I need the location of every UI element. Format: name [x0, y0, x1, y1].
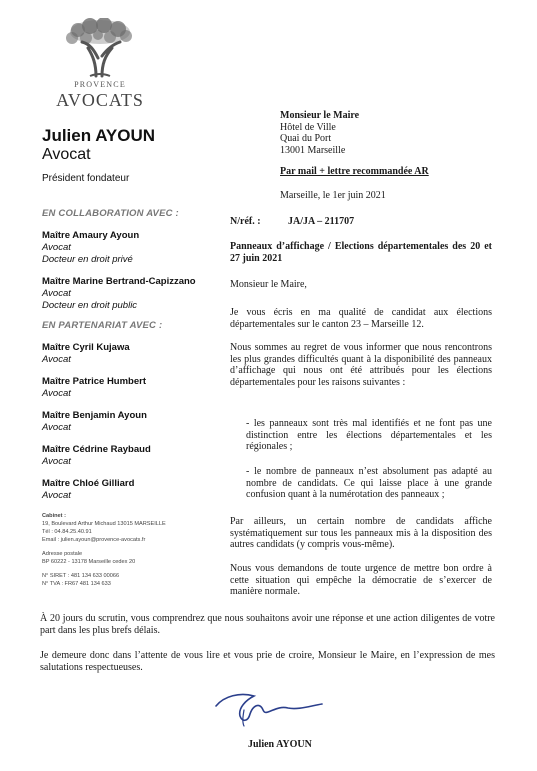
paragraph: Je vous écris en ma qualité de candidat aux élections départementales sur le canton 23 – Marseille 12. [230, 307, 492, 330]
cabinet-block [42, 512, 222, 588]
paragraph: À 20 jours du scrutin, vous comprendrez que nous souhaitons avoir une réponse et une action diligentes de votre part dans les plus brefs délais. [40, 613, 495, 636]
partner-role: Avocat [42, 422, 71, 433]
collaboration-heading: EN COLLABORATION AVEC : [42, 208, 179, 219]
bullet-item: - le nombre de panneaux n’est absolument pas adapté au nombre de candidats. Ce qui laisse place à une grande confusion quant à la numérotation des panneaux ; [246, 466, 492, 501]
lawyer-name: Julien AYOUN [42, 126, 156, 145]
collaborator-extra: Docteur en droit public [42, 300, 138, 311]
partner-name: Maître Patrice Humbert [42, 376, 147, 387]
recipient-line: Hôtel de Ville [280, 121, 336, 133]
partner-role: Avocat [42, 354, 71, 365]
partner-role: Avocat [42, 388, 71, 399]
paragraph: Nous vous demandons de toute urgence de mettre bon ordre à cette situation qui empêche la démocratie de s’exercer de manière normale. [230, 563, 492, 598]
reference-line [230, 216, 355, 227]
paragraph: Je demeure donc dans l’attente de vous lire et vous prie de croire, Monsieur le Maire, en l’expression de mes salutations respectueuses. [40, 650, 495, 673]
paragraph: Nous sommes au regret de vous informer que nous rencontrons les plus grandes difficultés quant à la disponibilité des panneaux d’affichage qui nous ont été attribués pour les élections départementales pour les raisons suivantes : [230, 342, 492, 388]
logo-text-provence: PROVENCE [74, 80, 126, 89]
recipient-line: Quai du Port [280, 133, 332, 145]
delivery-method: Par mail + lettre recommandée AR [280, 166, 429, 177]
olive-tree-icon [60, 18, 140, 78]
bullet-item: - les panneaux sont très mal identifiés et ne font pas une distinction entre les élections départementales et les régionales ; [246, 418, 492, 453]
cabinet-address: 19, Boulevard Arthur Michaud 13015 MARSEILLE [42, 521, 166, 527]
postal-address: BP 60222 - 13178 Marseille cedex 20 [42, 559, 136, 565]
firm-logo [40, 18, 160, 110]
partner-name: Maître Cyril Kujawa [42, 342, 130, 353]
postal-heading: Adresse postale [42, 551, 83, 557]
partner-name: Maître Chloé Gilliard [42, 478, 135, 489]
partner-name: Maître Cédrine Raybaud [42, 444, 151, 455]
letter-date: Marseille, le 1er juin 2021 [280, 190, 386, 201]
lawyer-title: Avocat [42, 146, 91, 163]
collaborator-role: Avocat [42, 242, 71, 253]
letter-subject: Panneaux d’affichage / Elections départementales des 20 et 27 juin 2021 [230, 241, 492, 264]
collaborator-role: Avocat [42, 288, 71, 299]
reference-label: N/réf. : [230, 216, 261, 227]
cabinet-heading: Cabinet : [42, 513, 66, 519]
recipient-address [280, 110, 359, 156]
collaborator-extra: Docteur en droit privé [42, 254, 133, 265]
recipient-line: 13001 Marseille [280, 144, 346, 156]
signatory-name: Julien AYOUN [248, 739, 312, 750]
cabinet-phone: Tél : 04.84.25.40.91 [42, 529, 92, 535]
tva-number: N° TVA : FR67 481 134 633 [42, 581, 111, 587]
handwritten-signature [210, 686, 330, 730]
recipient-name: Monsieur le Maire [280, 110, 360, 121]
lawyer-role: Président fondateur [42, 173, 130, 184]
partner-name: Maître Benjamin Ayoun [42, 410, 147, 421]
partner-role: Avocat [42, 490, 71, 501]
reference-value: JA/JA – 211707 [288, 216, 355, 227]
paragraph: Par ailleurs, un certain nombre de candidats affiche systématiquement sur tous les panneaux mis à la disposition des autres candidats (y compris vous-même). [230, 516, 492, 551]
collaborator-name: Maître Amaury Ayoun [42, 230, 140, 241]
cabinet-email: Email : julien.ayoun@provence-avocats.fr [42, 537, 146, 543]
salutation: Monsieur le Maire, [230, 279, 307, 290]
partnership-heading: EN PARTENARIAT AVEC : [42, 320, 163, 331]
logo-text-avocats: AVOCATS [56, 90, 144, 110]
collaborator-name: Maître Marine Bertrand-Capizzano [42, 276, 196, 287]
partner-role: Avocat [42, 456, 71, 467]
siret-number: N° SIRET : 481 134 633 00066 [42, 573, 120, 579]
